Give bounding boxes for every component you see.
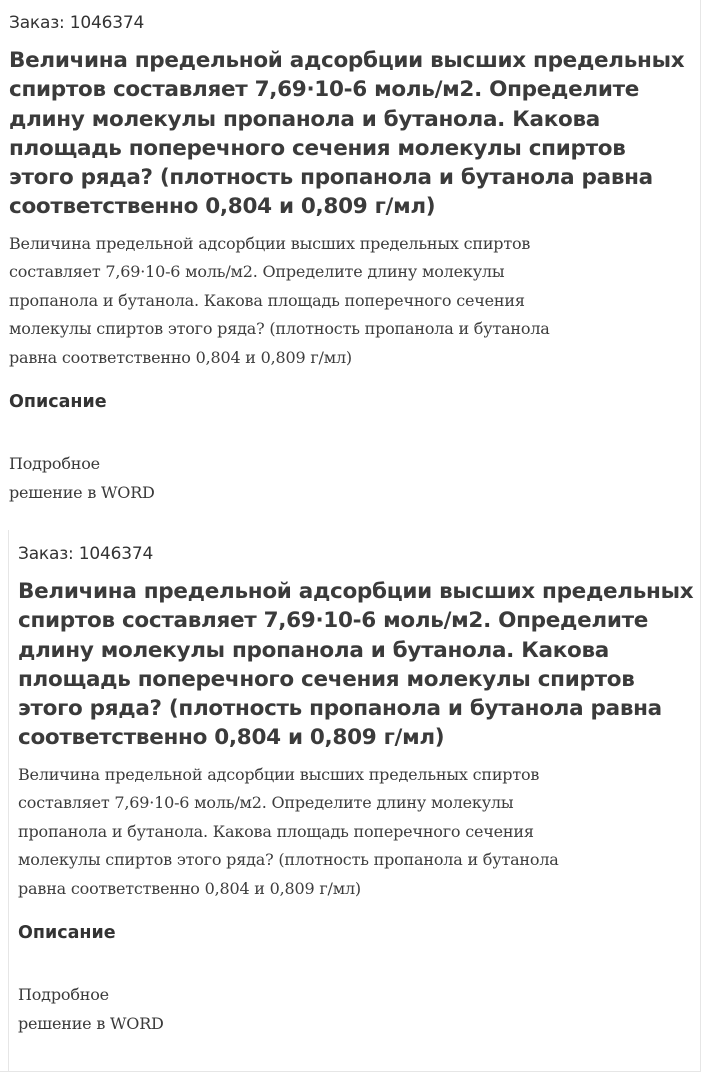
description-heading: Описание [18,923,116,944]
title-line: Величина предельной адсорбции высших предельных [9,48,685,73]
title-line: площадь поперечного сечения молекулы спиртов [18,666,635,692]
title-line: этого ряда? (плотность пропанола и бутанола равна [9,165,653,191]
title-line: соответственно 0,804 и 0,809 г/мл) [18,725,445,751]
description-line: Величина предельной адсорбции высших предельных спиртов [9,233,531,253]
description-line: пропанола и бутанола. Какова площадь поперечного сечения [18,821,534,841]
title-line: Величина предельной адсорбции высших предельных [18,579,694,604]
product-description [18,761,694,904]
description-line: равна соответственно 0,804 и 0,809 г/мл) [18,878,361,898]
solution-note [18,981,694,1038]
product-title [9,46,699,222]
order-number: Заказ: 1046374 [9,13,145,33]
solution-line: решение в WORD [9,482,155,502]
description-line: молекулы спиртов этого ряда? (плотность пропанола и бутанола [18,850,559,870]
title-line: соответственно 0,804 и 0,809 г/мл) [9,194,436,220]
order-number: Заказ: 1046374 [18,544,154,564]
product-title [18,577,694,753]
solution-note [9,450,699,507]
solution-line: Подробное [9,454,100,474]
solution-line: Подробное [18,985,109,1005]
description-line: составляет 7,69·10-6 моль/м2. Определите длину молекулы [18,793,514,813]
title-line: длину молекулы пропанола и бутанола. Какова [9,106,600,132]
product-card-embedded [18,531,694,1038]
title-line: этого ряда? (плотность пропанола и бутанола равна [18,696,662,722]
title-line: длину молекулы пропанола и бутанола. Какова [18,637,609,663]
description-line: молекулы спиртов этого ряда? (плотность пропанола и бутанола [9,319,550,339]
solution-line: решение в WORD [18,1013,164,1033]
title-line: спиртов составляет 7,69·10-6 моль/м2. Определите [18,608,649,634]
product-description [9,230,699,373]
description-line: равна соответственно 0,804 и 0,809 г/мл) [9,347,352,367]
title-line: площадь поперечного сечения молекулы спиртов [9,135,626,161]
description-line: Величина предельной адсорбции высших предельных спиртов [18,764,540,784]
description-line: пропанола и бутанола. Какова площадь поперечного сечения [9,290,525,310]
description-line: составляет 7,69·10-6 моль/м2. Определите длину молекулы [9,262,505,282]
description-heading: Описание [9,392,107,413]
title-line: спиртов составляет 7,69·10-6 моль/м2. Определите [9,77,640,103]
product-card [9,0,699,507]
